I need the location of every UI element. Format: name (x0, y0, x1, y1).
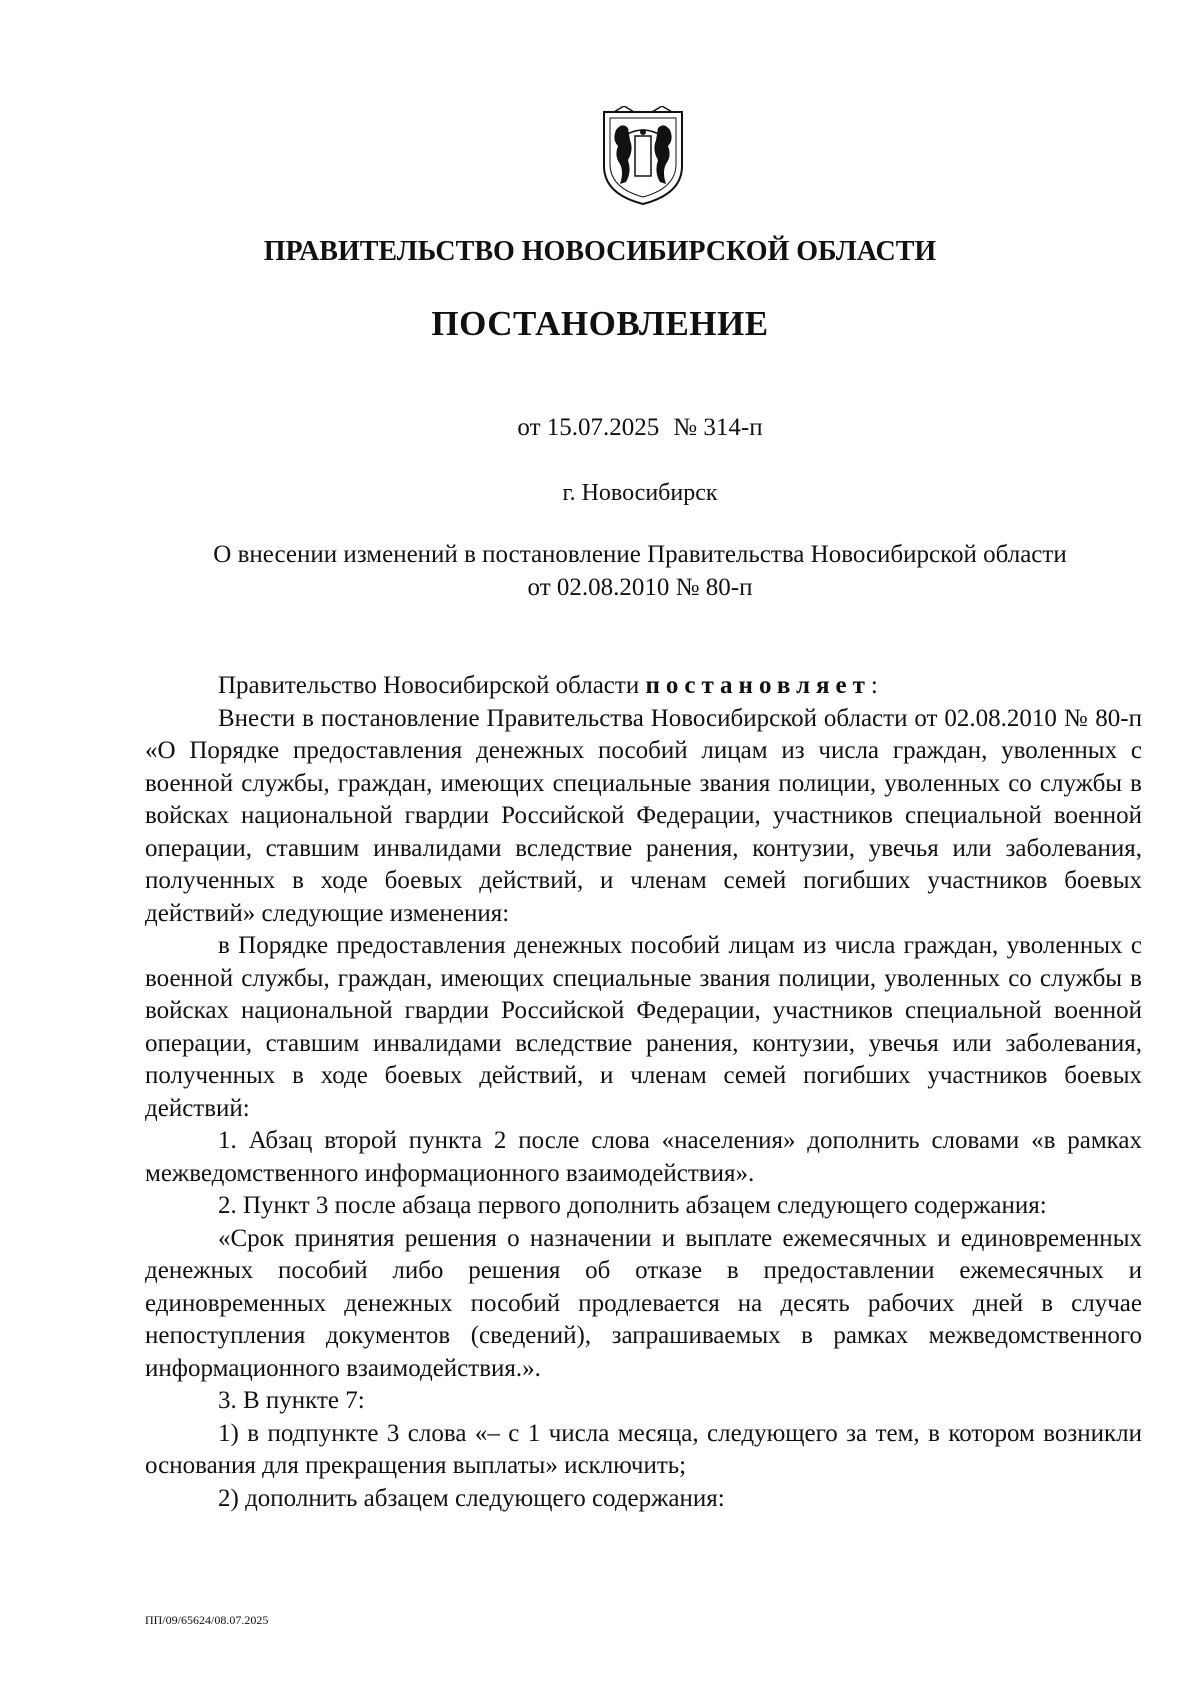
date-number-line (40, 414, 1200, 442)
body-paragraph: в Порядке предоставления денежных пособий лицам из числа граждан, уволенных с военной службы, граждан, имеющих специальные звания полиции, уволенных со службы в войсках национальной гвардии Российской Федерации, участников специальной военной операции, ставшим инвалидами вследствие ранения, контузии, увечья или заболевания, полученных в ходе боевых действий, и членам семей погибших участников боевых действий: (145, 932, 1142, 1122)
subject-line-1: О внесении изменений в постановление Правительства Новосибирской области (213, 541, 1067, 568)
organization-title: ПРАВИТЕЛЬСТВО НОВОСИБИРСКОЙ ОБЛАСТИ (263, 236, 937, 267)
decree-colon: : (870, 672, 878, 699)
decree-preamble (145, 670, 1142, 703)
document-type-title: ПОСТАНОВЛЕНИЕ (431, 304, 769, 343)
body-paragraph: 1. Абзац второй пункта 2 после слова «населения» дополнить словами «в рамках межведомственного информационного взаимодействия». (145, 1127, 1142, 1187)
decree-intro: Правительство Новосибирской области (218, 672, 640, 699)
body-paragraph: 1) в подпункте 3 слова «– с 1 числа месяца, следующего за тем, в котором возникли основания для прекращения выплаты» исключить; (145, 1419, 1142, 1479)
body-paragraph: 2) дополнить абзацем следующего содержания: (218, 1484, 725, 1512)
city-line: г. Новосибирск (562, 480, 718, 506)
body-paragraph: «Срок принятия решения о назначении и выплате ежемесячных и единовременных денежных пособий либо решения об отказе в предоставлении ежемесячных и единовременных денежных пособий продлевается на десять рабочих дней в случае непоступления документов (сведений), запрашиваемых в рамках межведомственного информационного взаимодействия.». (145, 1224, 1142, 1382)
document-date: от 15.07.2025 (517, 414, 660, 441)
body-paragraph: Внести в постановление Правительства Новосибирской области от 02.08.2010 № 80-п «О Порядке предоставления денежных пособий лицам из числа граждан, уволенных с военной службы, граждан, имеющих специальные звания полиции, уволенных со службы в войсках национальной гвардии Российской Федерации, участников специальной военной операции, ставшим инвалидами вследствие ранения, контузии, увечья или заболевания, полученных в ходе боевых действий, и членам семей погибших участников боевых действий» следующие изменения: (145, 704, 1142, 927)
document-subject (40, 538, 1200, 604)
footer-document-code: ПП/09/65624/08.07.2025 (145, 1613, 269, 1627)
body-paragraph: 3. В пункте 7: (218, 1387, 365, 1414)
decree-word: постановляет (645, 672, 871, 699)
subject-line-2: от 02.08.2010 № 80-п (527, 574, 753, 601)
document-body (145, 670, 1142, 1515)
body-paragraph: 2. Пункт 3 после абзаца первого дополнить абзацем следующего содержания: (218, 1192, 1047, 1219)
coat-of-arms-emblem (600, 106, 686, 208)
document-number: № 314-п (673, 414, 763, 441)
